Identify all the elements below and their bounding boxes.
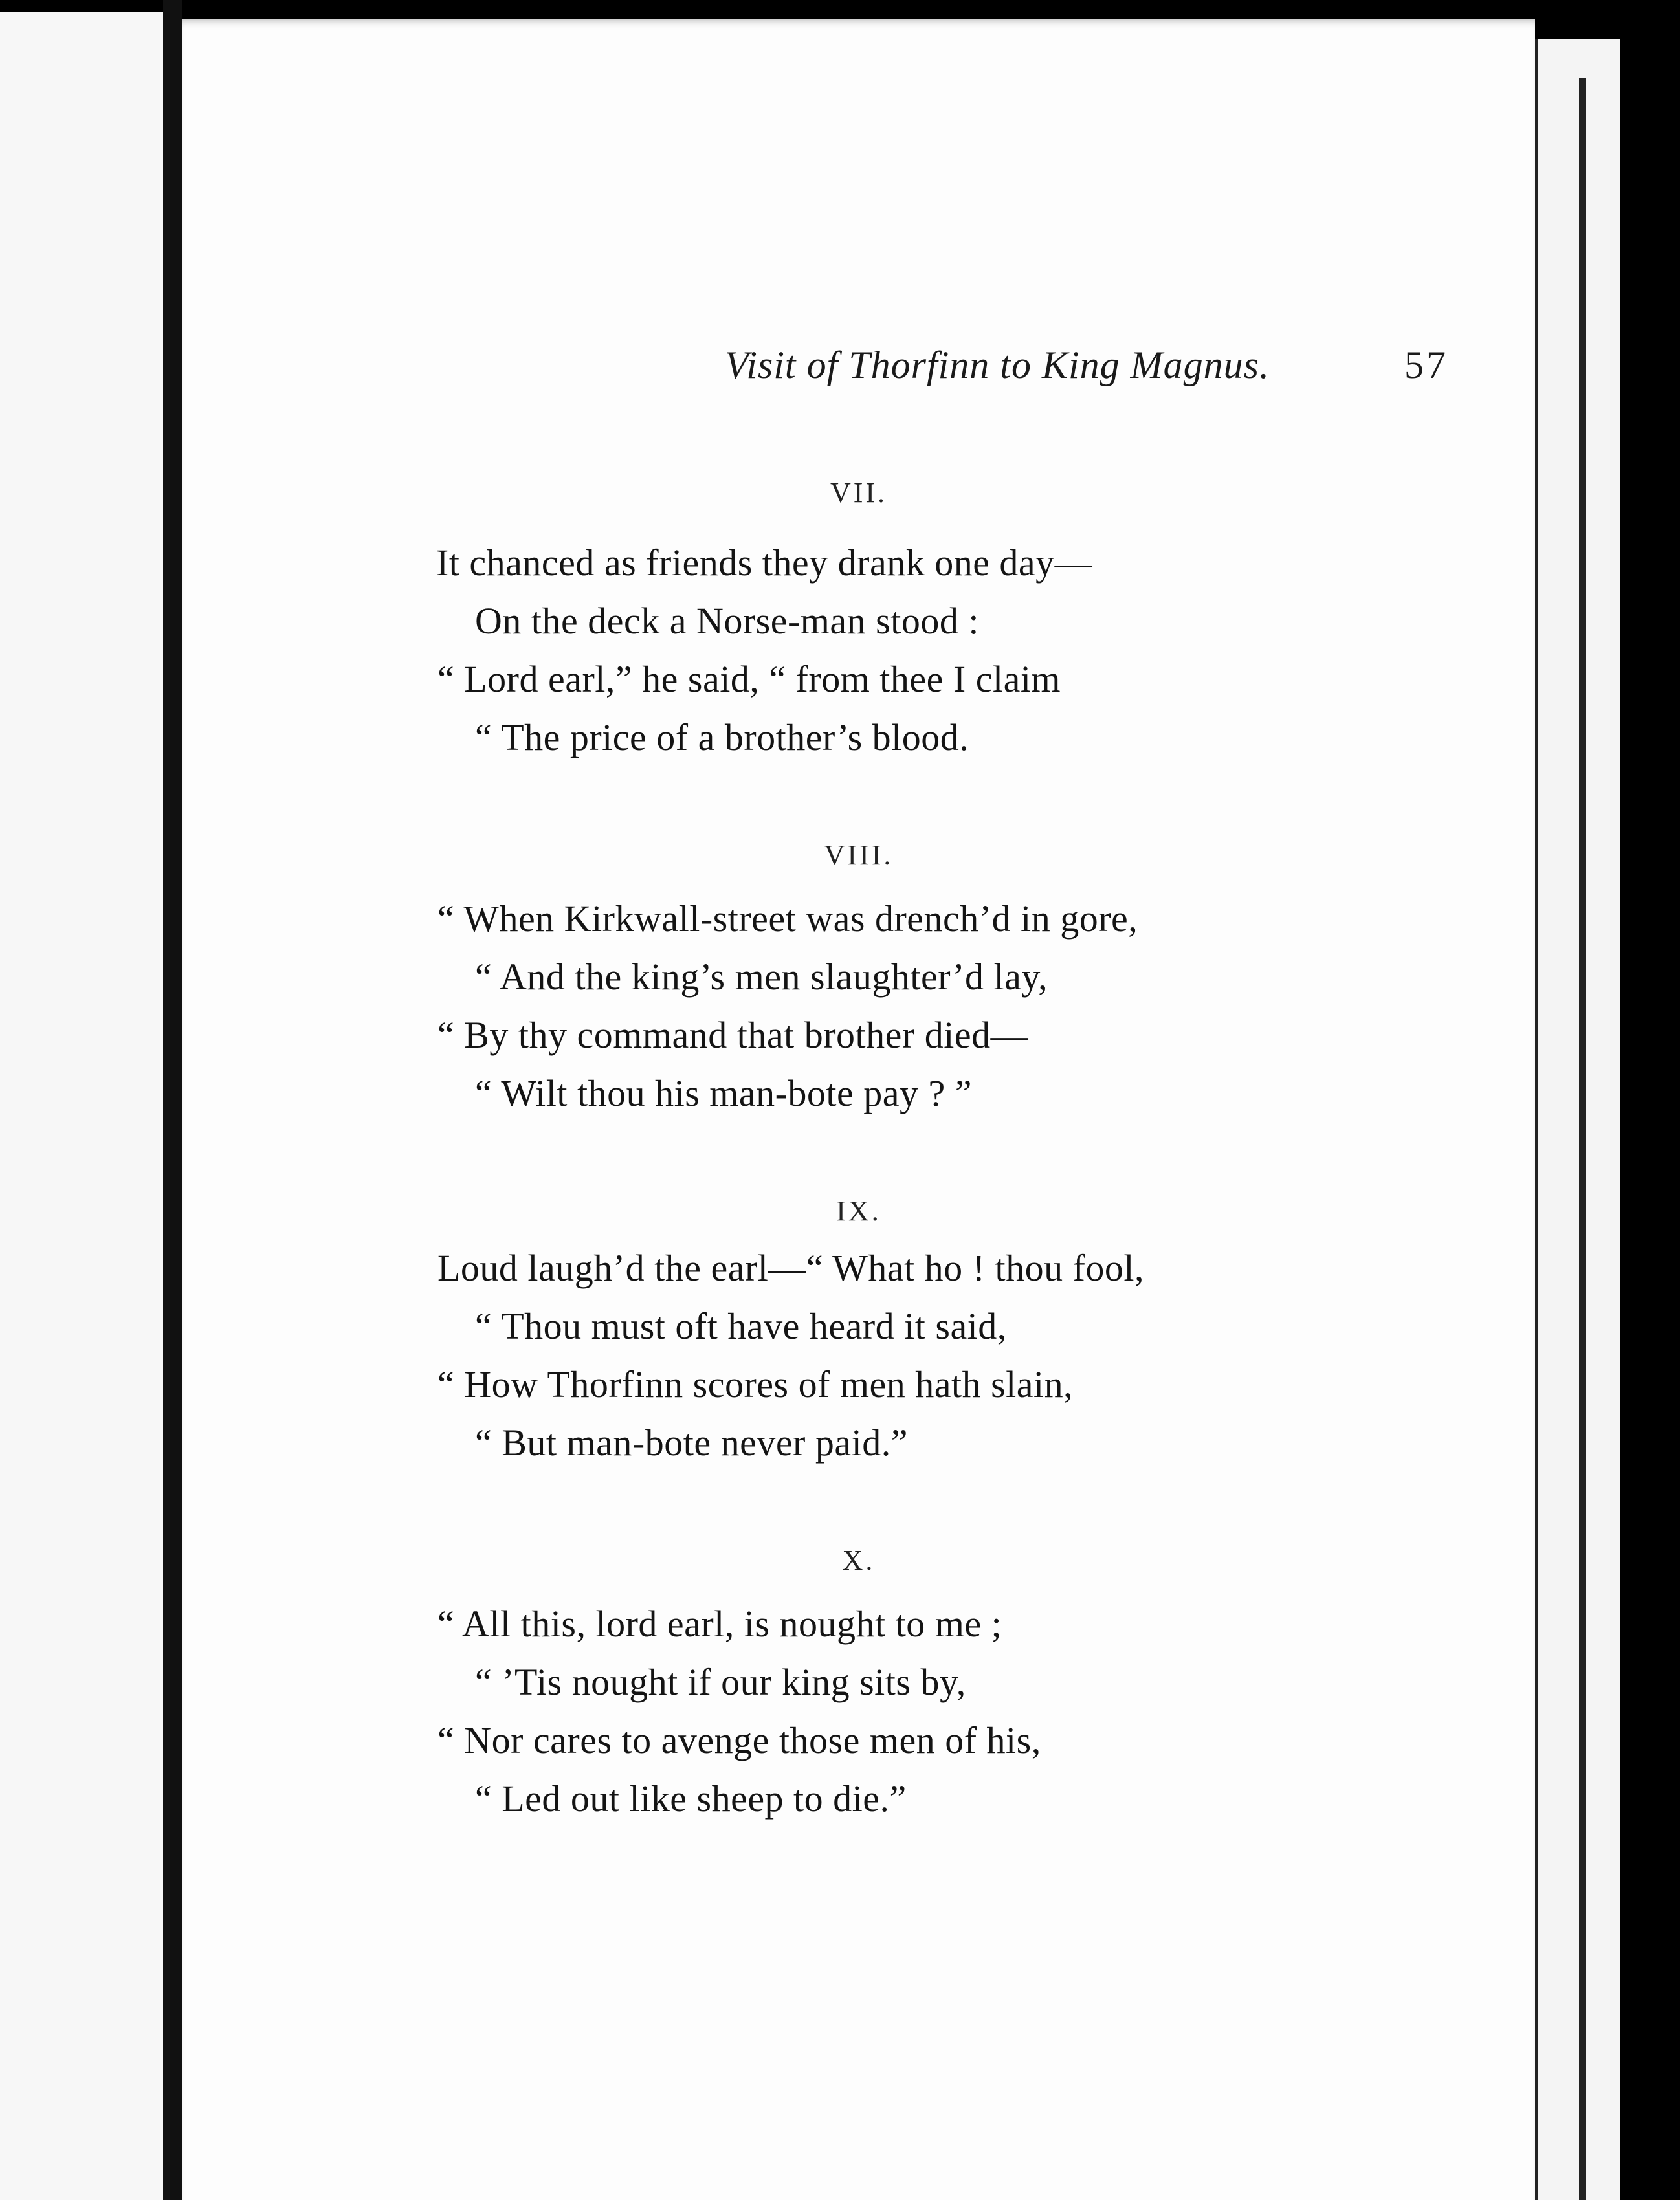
page-edge-shadow [1579, 78, 1586, 2200]
verse-line: “ When Kirkwall-street was drench’d in gore, [437, 897, 1138, 940]
verse-line: “ Lord earl,” he said, “ from thee I claim [437, 658, 1061, 700]
verse-line: “ By thy command that brother died— [437, 1014, 1029, 1056]
verse-line: “ The price of a brother’s blood. [475, 716, 969, 758]
scan-border [1620, 0, 1680, 2200]
verse-line: “ All this, lord earl, is nought to me ; [437, 1603, 1002, 1645]
verse-line: “ Nor cares to avenge those men of his, [437, 1719, 1041, 1761]
running-title: Visit of Thorfinn to King Magnus. [725, 344, 1270, 386]
verse-line: It chanced as friends they drank one day— [436, 542, 1093, 584]
book-page [182, 19, 1535, 2200]
verse-line: On the deck a Norse-man stood : [475, 600, 979, 642]
left-page-edge [0, 12, 163, 2200]
verse-line: “ Thou must oft have heard it said, [475, 1305, 1007, 1347]
book-gutter [163, 0, 182, 2200]
stanza-numeral: X. [842, 1545, 876, 1576]
verse-line: “ How Thorfinn scores of men hath slain, [437, 1363, 1074, 1405]
page-number: 57 [1404, 344, 1448, 386]
stanza-numeral: VII. [830, 477, 888, 509]
stanza-numeral: VIII. [824, 839, 894, 871]
verse-line: “ And the king’s men slaughter’d lay, [475, 956, 1048, 998]
verse-line: “ But man-bote never paid.” [475, 1422, 908, 1464]
verse-line: “ Led out like sheep to die.” [475, 1777, 907, 1820]
verse-line: Loud laugh’d the earl—“ What ho ! thou fool, [437, 1247, 1145, 1289]
verse-line: “ Wilt thou his man-bote pay ? ” [475, 1072, 973, 1114]
stanza-numeral: IX. [836, 1195, 881, 1227]
verse-line: “ ’Tis nought if our king sits by, [475, 1661, 966, 1703]
